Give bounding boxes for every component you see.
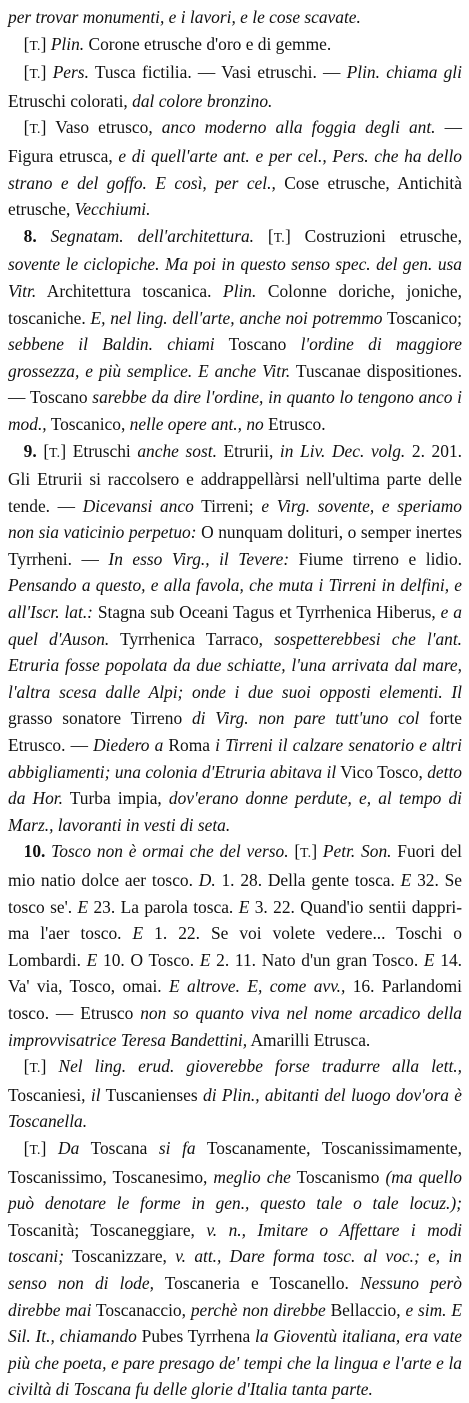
text-run: Etrurii, (216, 440, 280, 461)
text-run: ] (40, 1137, 59, 1158)
text-run: T. (49, 444, 61, 460)
text-run: ] (311, 841, 323, 862)
text-run: Roma (163, 735, 216, 756)
text-run: Vaso etrusco, (55, 117, 162, 138)
text-run: Toscaniesi, (8, 1084, 91, 1105)
text-run: Tusca fictilia. — Vasi etruschi. — (88, 62, 347, 83)
text-run: [ (23, 33, 30, 54)
text-run: T. (29, 1141, 41, 1157)
text-run: Tyrrhenica Tarraco, (109, 628, 275, 649)
text-run: Amarilli Etrusca. (247, 1029, 371, 1050)
entry-paragraph (8, 4, 462, 31)
text-run: 8. (23, 225, 51, 246)
text-run: detto da Hor. (8, 761, 463, 809)
text-run: la Gioventù italiana, era vate più che poeta, e pare presago de' tempi che la lingua e l'arte e la civiltà di Toscana fu delle glorie d'Italia tanta parte. (8, 1326, 462, 1400)
entry-paragraph (8, 114, 462, 222)
text-run: per trovar monumenti, e i lavori, e le cose scavate. (8, 7, 361, 27)
text-run: Costruzioni etrusche, (304, 225, 462, 246)
entry-paragraph (8, 838, 462, 1053)
text-run: sebbene il Baldin. chiami (8, 334, 215, 355)
text-run: Toscanamente, Toscanissimamente, Toscanissimo, Toscanesimo, (8, 1137, 462, 1187)
text-run: E (86, 949, 98, 970)
text-run: Toscanico, (46, 413, 130, 434)
text-run: ] (40, 1056, 59, 1077)
text-run: Pers. (52, 62, 89, 83)
text-run: ] (40, 62, 53, 83)
text-run: 23. La parola tosca. (88, 896, 239, 917)
text-run: Toscano (214, 334, 301, 355)
text-run: Vecchiumi. (74, 199, 151, 220)
text-run: [ (23, 117, 30, 138)
text-run: T. (300, 845, 312, 861)
text-run: E (400, 870, 412, 890)
text-run: si fa (158, 1137, 196, 1158)
text-run: Bellaccio, (325, 1299, 406, 1320)
text-run: Plin. (50, 33, 85, 54)
text-run: 16. Parlandomi tosco. — Etrusco (8, 976, 462, 1023)
text-run: 3. 22. Quand'io sentii dapprima l'aer tosco. (8, 896, 462, 944)
text-run: Plin. chiama gli (346, 62, 462, 83)
text-run: T. (29, 37, 41, 53)
text-run: sarebbe da dire l'ordine, in quanto lo tengono anco i mod., (8, 387, 462, 434)
text-run: e di quell'arte ant. e per cel., Pers. che ha dello strano e del goffo. E così, per cel., (8, 145, 462, 193)
text-run: Fiume tirreno e lidio. (289, 548, 462, 569)
text-run: Dicevansi anco (82, 495, 194, 516)
text-run: Toscanaccio, (91, 1299, 191, 1320)
text-run: 2. 201. Gli Etrurii si raccolsero e addrappellàrsi nell'ultima parte delle tende. — (8, 440, 462, 516)
text-run: v. att., Dare forma tosc. al voc.; e, in senso non di lode, (8, 1246, 463, 1293)
text-run: v. n., Imitare o Affettare i modi toscani; (8, 1219, 462, 1267)
text-run: Etruschi colorati, (8, 90, 133, 111)
text-run: E (77, 896, 89, 917)
text-run: [ (43, 440, 50, 461)
text-run: (ma quello può denotare le forme in gen., questo tale o tale locuz.); (8, 1166, 463, 1214)
text-run: dov'erano donne perdute, e, al tempo di Marz., lavoranti in vesti di seta. (8, 788, 463, 835)
text-run: Tosco non è ormai che del verso. (51, 841, 289, 862)
text-run: i Tirreni il calzare senatorio e altri abbigliamenti; una colonia d'Etruria abitava il (8, 735, 462, 782)
text-run: nelle opere ant., no (129, 413, 264, 434)
text-run: Da (58, 1137, 80, 1158)
entry-paragraph (8, 438, 462, 839)
text-run: non so quanto viva nel nome arcadico della improvvisatrice Teresa Bandettini, (8, 1002, 462, 1050)
text-run: sovente le ciclopiche. Ma poi in questo senso spec. del gen. usa Vitr. (8, 254, 462, 301)
text-run: Toscanizzare, (64, 1246, 176, 1267)
text-run: [ (23, 1137, 30, 1158)
text-run: e Virg. sovente, e speriamo non sia vaticinio perpetuo: (8, 495, 462, 543)
text-run: in Liv. Dec. volg. (279, 440, 406, 461)
text-run: T. (29, 1060, 41, 1076)
text-run: [ (288, 841, 301, 862)
text-run: l'ordine di maggiore grossezza, e più semplice. E anche Vitr. (8, 334, 462, 381)
text-run: D. (198, 870, 216, 890)
text-run: Tirreni; (193, 495, 262, 516)
entry-paragraph (8, 59, 462, 114)
text-run: sospetterebbesi che l'ant. Etruria fosse popolata da due schiatte, l'una arrivata dal mare, l'altra scesa dalle Alpi; onde i due suoi opposti elementi. Il (8, 628, 463, 702)
text-run: Toscanità; Toscaneggiare, (8, 1219, 207, 1240)
text-run: Petr. Son. (322, 841, 392, 862)
text-run: T. (29, 121, 41, 137)
text-run: grasso sonatore Tirreno (8, 708, 192, 729)
text-run: meglio che (213, 1166, 291, 1187)
text-run: 1. 22. Se voi volete vedere... Toschi o Lombardi. (8, 923, 462, 970)
text-run: E (423, 949, 435, 970)
text-run: Nessuno però direbbe mai (8, 1272, 462, 1320)
text-run: Nel ling. erud. gioverebbe forse tradurre alla lett., (58, 1056, 463, 1077)
text-run: e sim. E Sil. It., chiamando (8, 1299, 462, 1347)
text-run: 32. Se tosco se'. (8, 870, 463, 917)
text-run: Stagna sub Oceani Tagus et Tyrrhenica Hiberus, (92, 602, 441, 623)
text-run: di Plin., abitanti del luogo dov'ora è Toscanella. (8, 1084, 462, 1132)
text-run: perchè non direbbe (190, 1299, 326, 1320)
entry-paragraph (8, 223, 462, 438)
text-run: di Virg. non pare tutt'uno col (191, 708, 420, 729)
text-run: anche sost. (137, 440, 217, 461)
text-run: In esso Virg., il Tevere: (108, 548, 290, 569)
text-run: Pubes Tyrrhena (136, 1326, 255, 1347)
text-run: Toscanismo (290, 1166, 386, 1187)
text-run: forte Etrusco. — (8, 708, 462, 756)
text-run: anco moderno alla foggia degli ant. (161, 117, 436, 138)
text-run: Pensando a questo, e alla favola, che muta i Tirreni in delfini, e all'Iscr. lat.: (8, 575, 462, 623)
text-run: E altrove. E, come avv., (169, 976, 346, 997)
text-run: Turba impia, (62, 788, 169, 809)
text-run: Architettura toscanica. (36, 280, 223, 301)
text-run: E, nel ling. dell'arte, anche noi potremmo (90, 307, 383, 328)
text-run: dal colore bronzino. (132, 90, 273, 111)
text-run: 1. 28. Della gente tosca. (215, 870, 401, 890)
text-run: Corone etrusche d'oro e di gemme. (84, 33, 332, 54)
text-run: Toscana (79, 1137, 159, 1158)
text-run: ] (40, 33, 51, 54)
text-run: Plin. (222, 280, 257, 301)
text-run: T. (273, 229, 285, 245)
text-run: Cose etrusche, Antichità etrusche, (8, 172, 462, 220)
text-run: T. (29, 66, 41, 82)
text-run: 10. O Tosco. (97, 949, 200, 970)
text-run: Toscaneria e Toscanello. (153, 1272, 361, 1293)
text-run: Colonne doriche, joniche, toscaniche. (8, 280, 462, 328)
entry-paragraph (8, 31, 462, 60)
text-run: Diedero a (93, 735, 164, 756)
entry-paragraph (8, 1053, 462, 1135)
text-run: Vico Tosco, (336, 761, 428, 782)
text-run: ] (40, 117, 56, 138)
text-run: E (199, 949, 211, 970)
text-run: il (90, 1084, 101, 1105)
text-run: O nunquam dolituri, o semper inertes Tyrrheni. — (8, 522, 462, 569)
text-run: e a quel d'Auson. (8, 602, 462, 649)
entry-paragraph (8, 1135, 462, 1403)
text-run: [ (23, 1056, 30, 1077)
text-run: Fuori del mio natio dolce aer tosco. (8, 841, 462, 890)
text-run: Tuscanienses (100, 1084, 204, 1105)
text-run: [ (254, 225, 274, 246)
text-run: 2. 11. Nato d'un gran Tosco. (210, 949, 424, 970)
text-run: ] (60, 440, 73, 461)
text-run: [ (23, 62, 30, 83)
text-run: Segnatam. dell'architettura. (50, 225, 255, 246)
text-run: ] (284, 225, 305, 246)
text-run: 10. (23, 841, 52, 862)
text-run: 14. Va' via, Tosco, omai. (8, 949, 462, 997)
text-run: Tuscanae dispositiones. — Toscano (8, 360, 462, 408)
text-run: Etruschi (72, 440, 138, 461)
text-run: — Figura etrusca, (8, 117, 462, 166)
text-run: 9. (23, 440, 44, 461)
text-run: Etrusco. (263, 413, 326, 434)
text-run: Toscanico; (382, 307, 462, 328)
text-run: E (132, 923, 144, 944)
text-run: E (238, 896, 250, 917)
